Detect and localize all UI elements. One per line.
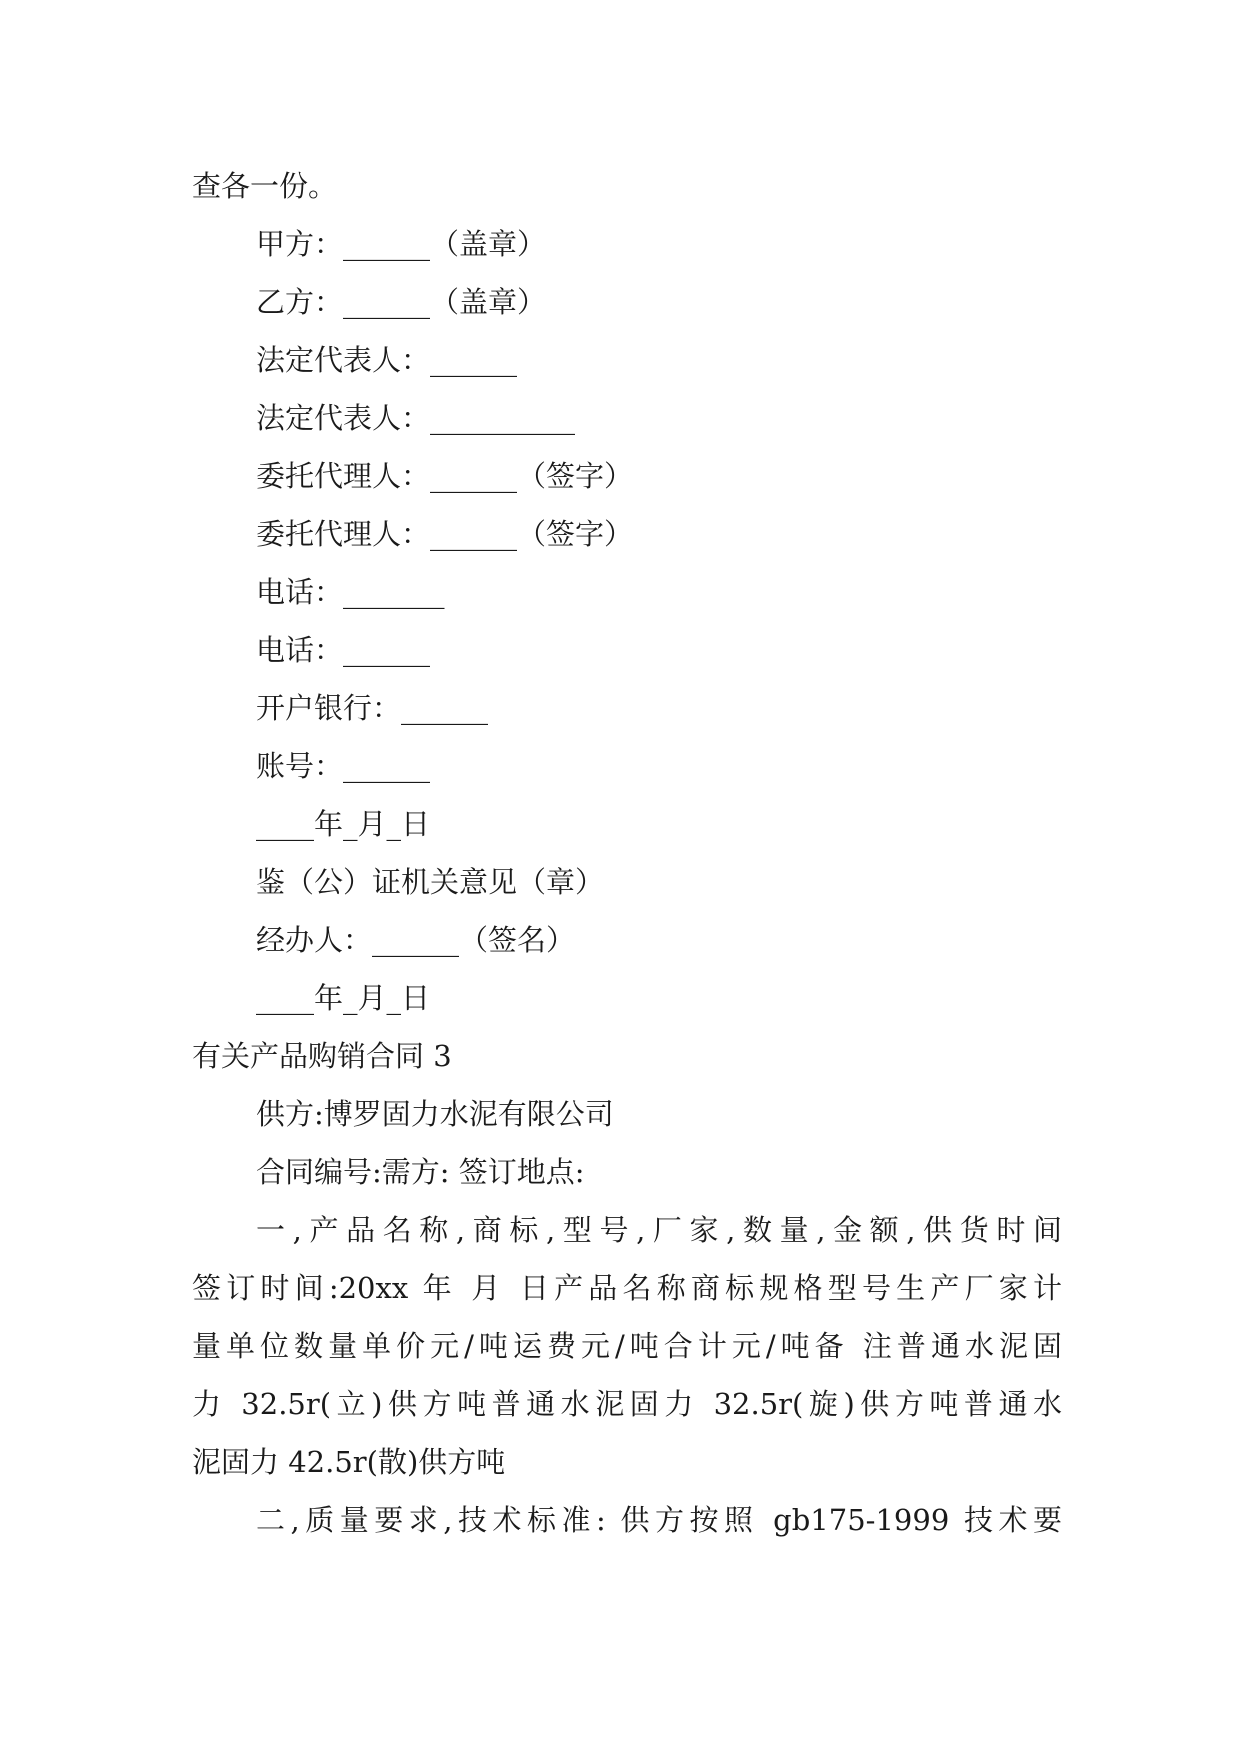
clause-one-body-3: 力 32.5r(立)供方吨普通水泥固力 32.5r(旋)供方吨普通水 — [192, 1387, 1062, 1421]
bank-line: 开户银行：______ — [256, 691, 489, 725]
clause-one-body-2: 量单位数量单价元/吨运费元/吨合计元/吨备 注普通水泥固 — [192, 1329, 1062, 1363]
party-a-line: 甲方：______（盖章） — [256, 227, 547, 261]
clause-two-heading: 二,质量要求,技术标准: 供方按照 gb175-1999 技术要 — [256, 1503, 1062, 1537]
agent-line-2: 委托代理人：______（签字） — [256, 517, 634, 551]
contract-number-line: 合同编号:需方: 签订地点: — [256, 1155, 585, 1189]
agent-line-1: 委托代理人：______（签字） — [256, 459, 634, 493]
phone-line-1: 电话：_______ — [256, 575, 445, 609]
handler-line: 经办人：______（签名） — [256, 923, 576, 957]
phone-line-2: 电话：______ — [256, 633, 431, 667]
notary-opinion-line: 鉴（公）证机关意见（章） — [256, 865, 605, 899]
section-title: 有关产品购销合同 3 — [192, 1039, 452, 1073]
date-line-2: ____年_月_日 — [256, 981, 431, 1015]
supplier-line: 供方:博罗固力水泥有限公司 — [256, 1097, 614, 1131]
clause-one-body-1: 签订时间:20xx 年 月 日产品名称商标规格型号生产厂家计 — [192, 1271, 1062, 1305]
clause-one-body-4: 泥固力 42.5r(散)供方吨 — [192, 1445, 506, 1479]
party-b-line: 乙方：______（盖章） — [256, 285, 547, 319]
account-line: 账号：______ — [256, 749, 431, 783]
text-line-continuation: 查各一份。 — [192, 169, 338, 203]
legal-rep-line-2: 法定代表人：__________ — [256, 401, 576, 435]
clause-one-heading: 一,产品名称,商标,型号,厂家,数量,金额,供货时间 — [256, 1213, 1062, 1247]
date-line-1: ____年_月_日 — [256, 807, 431, 841]
legal-rep-line-1: 法定代表人：______ — [256, 343, 518, 377]
